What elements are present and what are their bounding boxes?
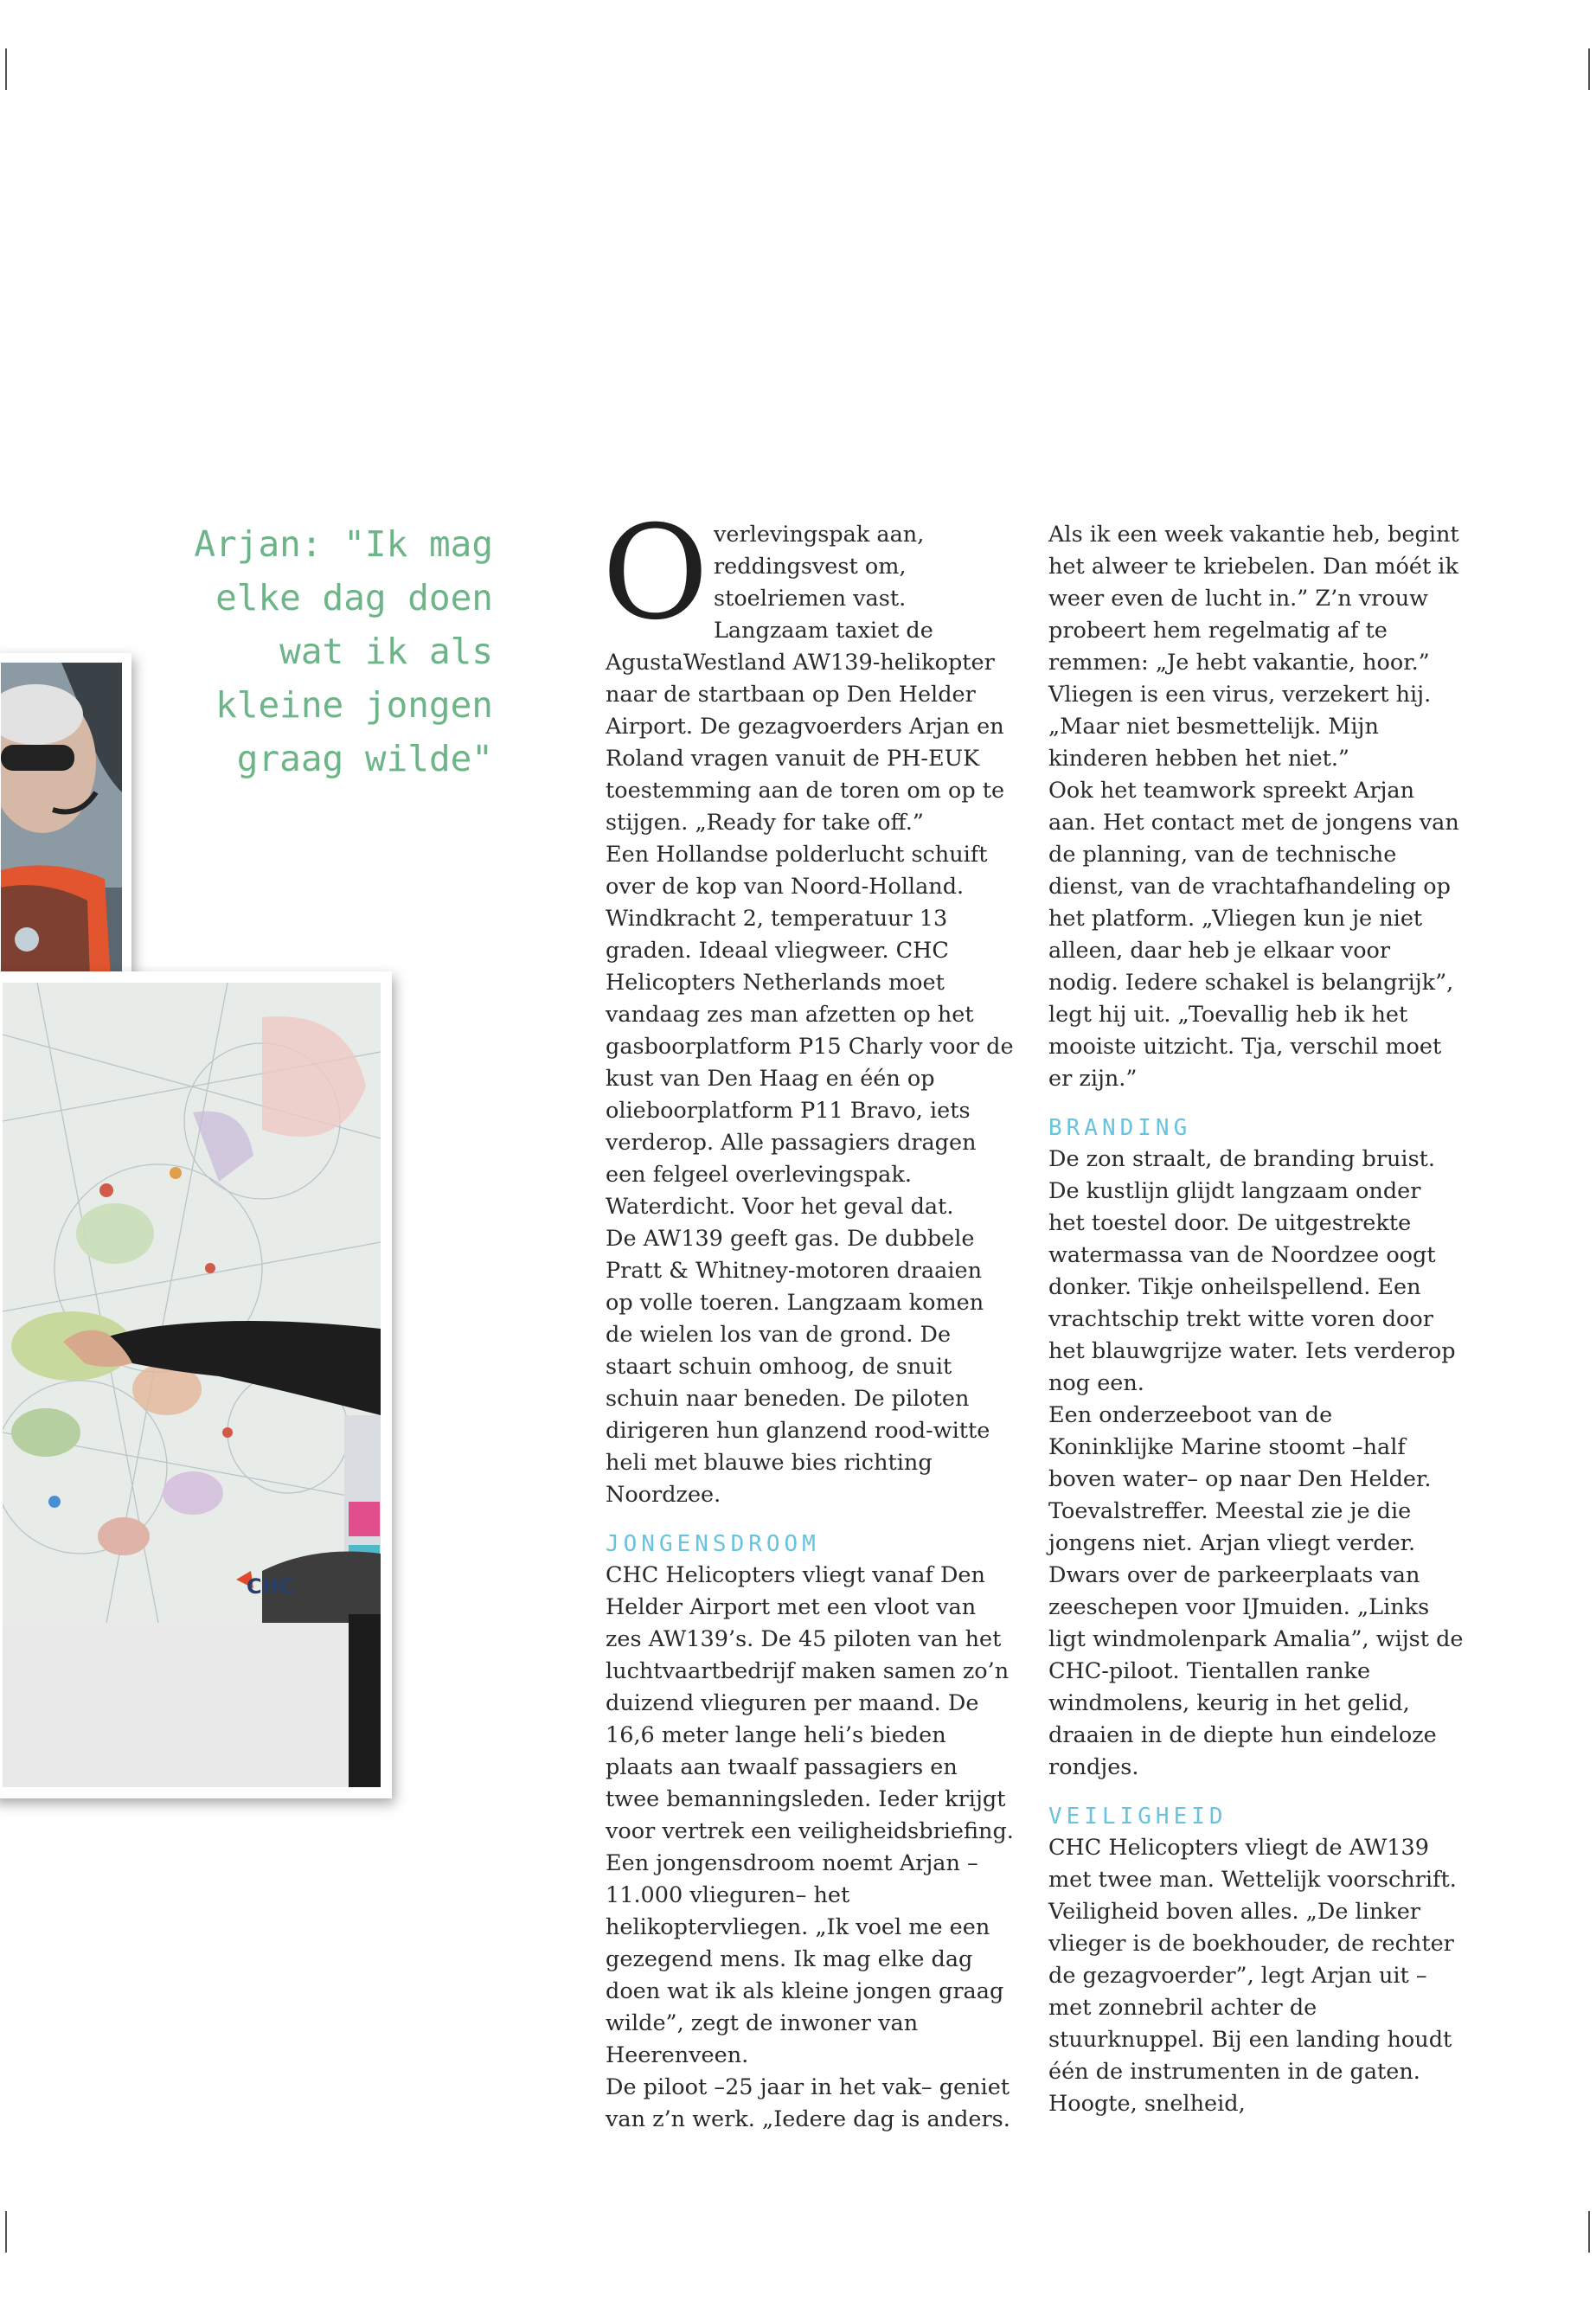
article-paragraph: Een Hollandse polderlucht schuift over de kop van Noord-Holland. Windkracht 2, temperatuur 13 graden. Ideaal vliegweer. CHC Helicopters Netherlands moet vandaag zes man afzetten op het gasboorplatform P15 Charly voor de kust van Den Haag en één op olieboorplatform P11 Bravo, iets verderop. Alle passagiers dragen een felgeel overlevingspak. Waterdicht. Voor het geval dat.	[606, 842, 1014, 1220]
map-photo-image	[3, 983, 381, 1787]
article-paragraph: De zon straalt, de branding bruist. De kustlijn glijdt langzaam onder het toestel door. De uitgestrekte watermassa van de Noordzee oogt donker. Tikje onheilspellend. Een vrachtschip trekt witte voren door het blauwgrijze water. Iets verderop nog een.	[1048, 1146, 1456, 1396]
article-paragraph: De AW139 geeft gas. De dubbele Pratt & Whitney-motoren draaien op volle toeren. Langzaam komen de wielen los van de grond. De staart schuin omhoog, de snuit schuin naar beneden. De piloten dirigeren hun glanzend rood-witte heli met blauwe bies richting Noordzee.	[606, 1226, 990, 1508]
crop-mark-bottom-right	[1588, 2211, 1590, 2253]
map-photo	[0, 971, 392, 1798]
subheading-branding: BRANDING	[1048, 1115, 1192, 1141]
crop-mark-top-left	[5, 48, 7, 90]
intro-text: verlevingspak aan, reddingsvest om, stoelriemen vast. Langzaam taxiet de AgustaWestland AW139-helikopter naar de startbaan op Den Helder Airport. De gezagvoerders Arjan en Roland vragen vanuit de PH-EUK toestemming aan de toren om op te stijgen. „Ready for take off.”	[606, 522, 1005, 836]
article-column-1	[602, 498, 1015, 2136]
drop-cap: O	[602, 498, 708, 649]
subheading-jongensdroom: JONGENSDROOM	[606, 1531, 820, 1557]
article-column-2	[1048, 519, 1464, 2120]
article-paragraph: De piloot –25 jaar in het vak– geniet van z’n werk. „Iedere dag is anders.	[606, 2074, 1010, 2132]
article-paragraph: CHC Helicopters vliegt de AW139 met twee man. Wettelijk voorschrift. Veiligheid boven alles. „De linker vlieger is de boekhouder, de rechter de gezagvoerder”, legt Arjan uit – met zonnebril achter de stuurknuppel. Bij een landing houdt één de instrumenten in de gaten. Hoogte, snelheid,	[1048, 1835, 1457, 2117]
crop-mark-top-right	[1588, 48, 1590, 90]
subheading-veiligheid: VEILIGHEID	[1048, 1804, 1227, 1830]
article-paragraph: Ook het teamwork spreekt Arjan aan. Het contact met de jongens van de planning, van de technische dienst, van de vrachtafhandeling op het platform. „Vliegen kun je niet alleen, daar heb je elkaar voor nodig. Iedere schakel is belangrijk”, legt hij uit. „Toevallig heb ik het mooiste uitzicht. Tja, verschil moet er zijn.”	[1048, 778, 1459, 1092]
article-intro	[602, 498, 1015, 839]
chc-logo: CHC	[247, 1574, 295, 1599]
pull-quote: Arjan: "Ik mag elke dag doen wat ik als kleine jongen graag wilde"	[194, 523, 493, 779]
article-paragraph: Een onderzeeboot van de Koninklijke Marine stoomt –half boven water– op naar Den Helder. Toevalstreffer. Meestal zie je die jongens niet. Arjan vliegt verder. Dwars over de parkeerplaats van zeeschepen voor IJmuiden. „Links ligt windmolenpark Amalia”, wijst de CHC-piloot. Tientallen ranke windmolens, keurig in het gelid, draaien in de diepte hun eindeloze rondjes.	[1048, 1402, 1464, 1780]
article-paragraph: Een jongensdroom noemt Arjan –11.000 vlieguren– het helikoptervliegen. „Ik voel me een gezegend mens. Ik mag elke dag doen wat ik als kleine jongen graag wilde”, zegt de inwoner van Heerenveen.	[606, 1850, 1004, 2068]
article-paragraph: CHC Helicopters vliegt vanaf Den Helder Airport met een vloot van zes AW139’s. De 45 piloten van het luchtvaartbedrijf maken samen zo’n duizend vlieguren per maand. De 16,6 meter lange heli’s bieden plaats aan twaalf passagiers en twee bemanningsleden. Ieder krijgt voor vertrek een veiligheidsbriefing.	[606, 1562, 1014, 1844]
article-paragraph: Als ik een week vakantie heb, begint het alweer te kriebelen. Dan móét ik weer even de lucht in.” Z’n vrouw probeert hem regelmatig af te remmen: „Je hebt vakantie, hoor.” Vliegen is een virus, verzekert hij. „Maar niet besmettelijk. Mijn kinderen hebben het niet.”	[1048, 522, 1459, 772]
crop-mark-bottom-left	[5, 2211, 7, 2253]
